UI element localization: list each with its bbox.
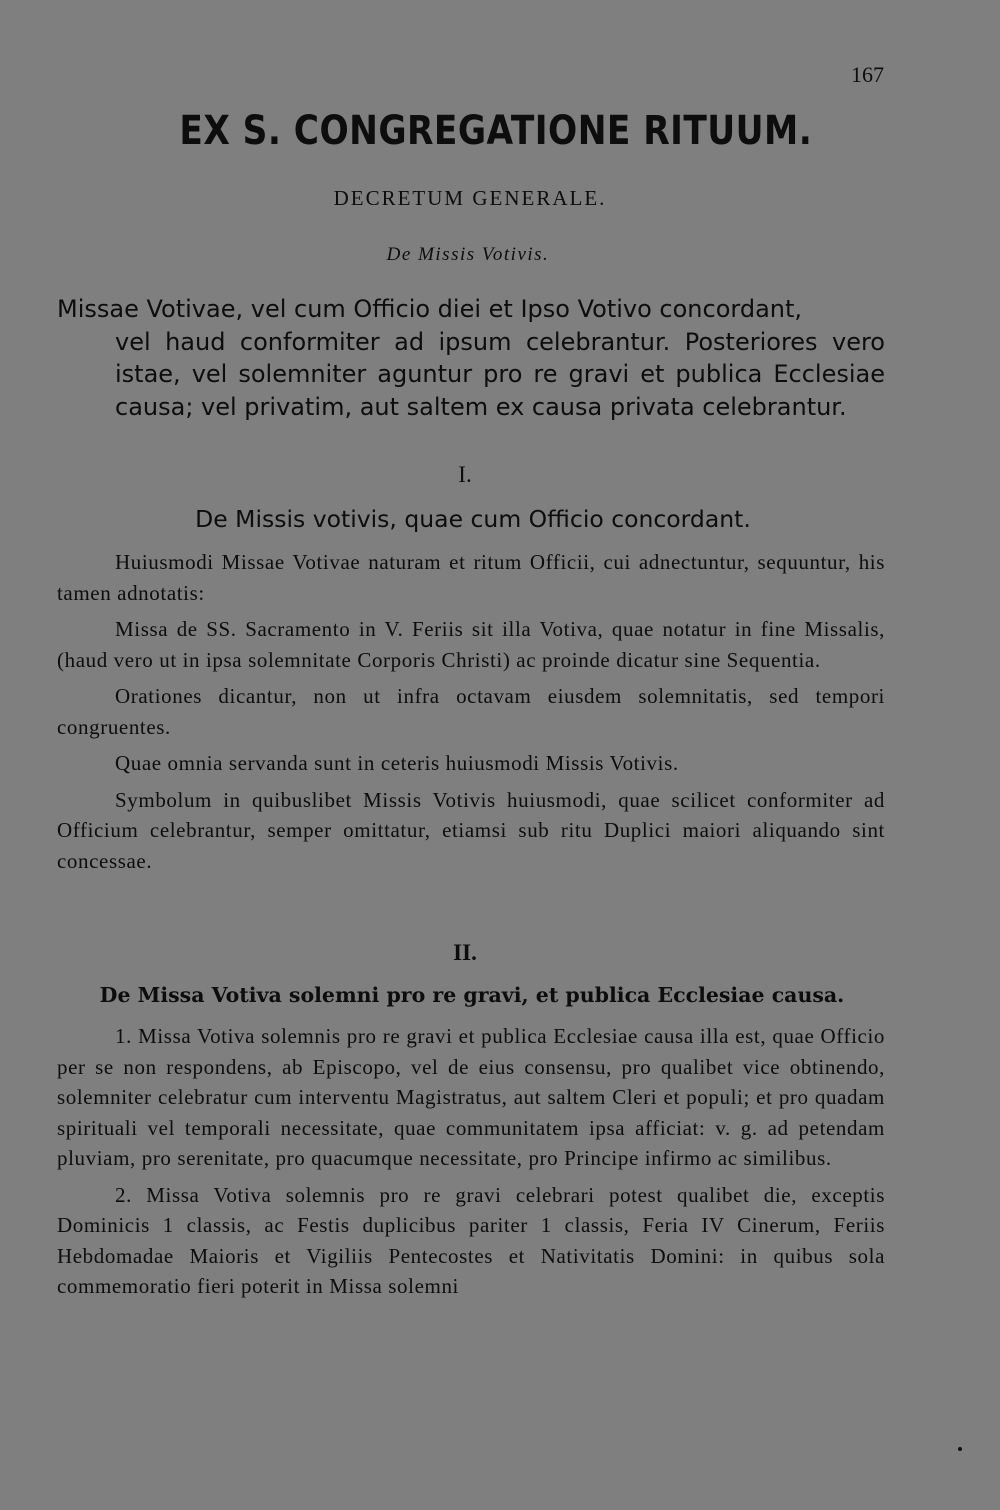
paragraph: Orationes dicantur, non ut infra octavam eiusdem solemnitatis, sed tempori congruentes.	[57, 684, 885, 739]
intro-rest: vel haud conformiter ad ipsum celebrantur. Posteriores vero istae, vel solemniter aguntur pro re gravi et publica Ecclesiae causa; vel privatim, aut saltem ex causa privata celebrantur.	[115, 327, 885, 421]
section-2-number: II.	[453, 940, 477, 965]
decree-topic: De Missis Votivis.	[386, 244, 550, 265]
page-title: EX S. CONGREGATIONE RITUUM.	[179, 108, 813, 154]
decree-subtitle: DECRETUM GENERALE.	[333, 186, 607, 210]
section-1-heading: De Missis votivis, quae cum Officio concordant.	[195, 505, 751, 533]
section-1-number: I.	[458, 462, 472, 487]
intro-paragraph	[57, 293, 885, 423]
speck-mark	[958, 1447, 962, 1451]
paragraph: Missa de SS. Sacramento in V. Feriis sit illa Votiva, quae notatur in fine Missalis, (haud vero ut in ipsa solemnitate Corporis Christi) ac proinde dicatur sine Sequentia.	[57, 617, 885, 672]
paragraph: Symbolum in quibuslibet Missis Votivis huiusmodi, quae scilicet conformiter ad Officium celebrantur, semper omittatur, etiamsi sub ritu Duplici maiori aliquando sint concessae.	[57, 787, 885, 873]
section-1-body	[57, 547, 885, 882]
paragraph: 2. Missa Votiva solemnis pro re gravi celebrari potest qualibet die, exceptis Dominicis 1 classis, ac Festis duplicibus pariter 1 classis, Feria IV Cinerum, Feriis Hebdomadae Maioris et Vigiliis Pentecostes et Nativitatis Domini: in quibus sola commemoratio fieri poterit in Missa solemni	[57, 1182, 885, 1298]
section-2-heading: De Missa Votiva solemni pro re gravi, et publica Ecclesiae causa.	[99, 983, 845, 1007]
page-number: 167	[851, 62, 884, 87]
paragraph: 1. Missa Votiva solemnis pro re gravi et publica Ecclesiae causa illa est, quae Officio per se non respondens, ab Episcopo, vel de eius consensu, pro qualibet vice obtinendo, solemniter celebratur cum interventu Magistratus, aut saltem Cleri et populi; et pro quadam spirituali vel temporali necessitate, quae communitatem ipsa afficiat: v. g. ad petendam pluviam, pro serenitate, pro quacumque necessitate, pro Principe infirmo ac similibus.	[57, 1024, 885, 1170]
intro-first-line: Missae Votivae, vel cum Officio diei et Ipso Votivo concordant,	[57, 295, 803, 323]
paragraph: Quae omnia servanda sunt in ceteris huiusmodi Missis Votivis.	[115, 751, 679, 775]
section-2-body	[57, 1021, 885, 1308]
paragraph: Huiusmodi Missae Votivae naturam et ritum Officii, cui adnectuntur, sequuntur, his tamen adnotatis:	[57, 550, 885, 605]
